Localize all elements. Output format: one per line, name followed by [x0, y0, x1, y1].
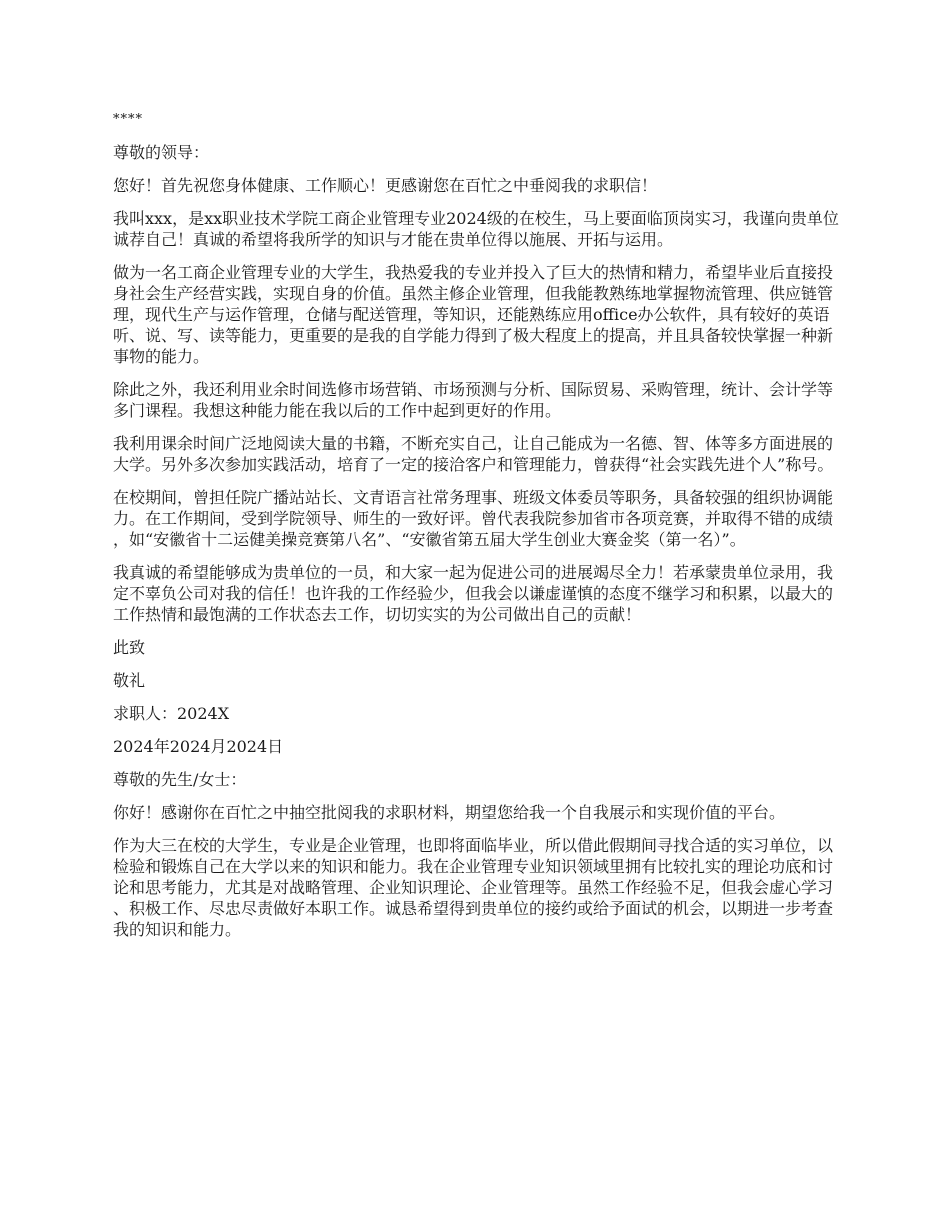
- letter1-paragraph: 我真诚的希望能够成为贵单位的一员，和大家一起为促进公司的进展竭尽全力！若承蒙贵单位录用，我定不辜负公司对我的信任！也许我的工作经验少，但我会以谦虚谨慎的态度不继学习和积累，以最大的工作热情和最饱满的工作状态去工作，切切实实的为公司做出自己的贡献！: [113, 563, 834, 624]
- letter1-greeting: 您好！首先祝您身体健康、工作顺心！更感谢您在百忙之中垂阅我的求职信！: [113, 176, 658, 195]
- letter1-paragraph: 做为一名工商企业管理专业的大学生，我热爱我的专业并投入了巨大的热情和精力，希望毕业后直接投身社会生产经营实践，实现自身的价值。虽然主修企业管理，但我能教熟练地掌握物流管理、供应链管理，现代生产与运作管理，仓储与配送管理，等知识，还能熟练应用office办公软件，具有较好的英语听、说、写、读等能力，更重要的是我的自学能力得到了极大程度上的提高，并且具备较快掌握一种新事物的能力。: [113, 263, 834, 366]
- letter1-paragraph: 我利用课余时间广泛地阅读大量的书籍，不断充实自己，让自己能成为一名德、智、体等多方面进展的大学。另外多次参加实践活动，培育了一定的接洽客户和管理能力，曾获得“社会实践先进个人”称号。: [113, 434, 834, 474]
- document-page: [113, 111, 840, 952]
- letter1-closing: 此致: [113, 638, 146, 657]
- letter1-paragraph: 我叫xxx，是xx职业技术学院工商企业管理专业2024级的在校生，马上要面临顶岗实习，我谨向贵单位诚荐自己！真诚的希望将我所学的知识与才能在贵单位得以施展、开拓与运用。: [113, 209, 839, 249]
- letter1-paragraph: 在校期间，曾担任院广播站站长、文青语言社常务理事、班级文体委员等职务，具备较强的组织协调能力。在工作期间，受到学院领导、师生的一致好评。曾代表我院参加省市各项竞赛，并取得不错的成绩，如“安徽省十二运健美操竞赛第八名”、“安徽省第五届大学生创业大赛金奖（第一名）”。: [113, 488, 834, 549]
- letter1-salutation: 尊敬的领导：: [113, 143, 210, 162]
- letter1-signature: 求职人：2024X: [113, 704, 230, 723]
- letter1-date: 2024年2024月2024日: [113, 737, 284, 756]
- letter2-paragraph: 作为大三在校的大学生，专业是企业管理，也即将面临毕业，所以借此假期间寻找合适的实习单位，以检验和锻炼自己在大学以来的知识和能力。我在企业管理专业知识领域里拥有比较扎实的理论功底和讨论和思考能力，尤其是对战略管理、企业知识理论、企业管理等。虽然工作经验不足，但我会虚心学习、积极工作、尽忠尽责做好本职工作。诚恳希望得到贵单位的接约或给予面试的机会，以期进一步考查我的知识和能力。: [113, 836, 834, 939]
- letter2-salutation: 尊敬的先生/女士：: [113, 770, 247, 789]
- section-marker: ****: [113, 112, 143, 127]
- letter1-paragraph: 除此之外，我还利用业余时间选修市场营销、市场预测与分析、国际贸易、采购管理，统计、会计学等多门课程。我想这种能力能在我以后的工作中起到更好的作用。: [113, 380, 834, 420]
- letter2-paragraph: 你好！感谢你在百忙之中抽空批阅我的求职材料，期望您给我一个自我展示和实现价值的平台。: [113, 803, 786, 822]
- letter1-regards: 敬礼: [113, 671, 146, 690]
